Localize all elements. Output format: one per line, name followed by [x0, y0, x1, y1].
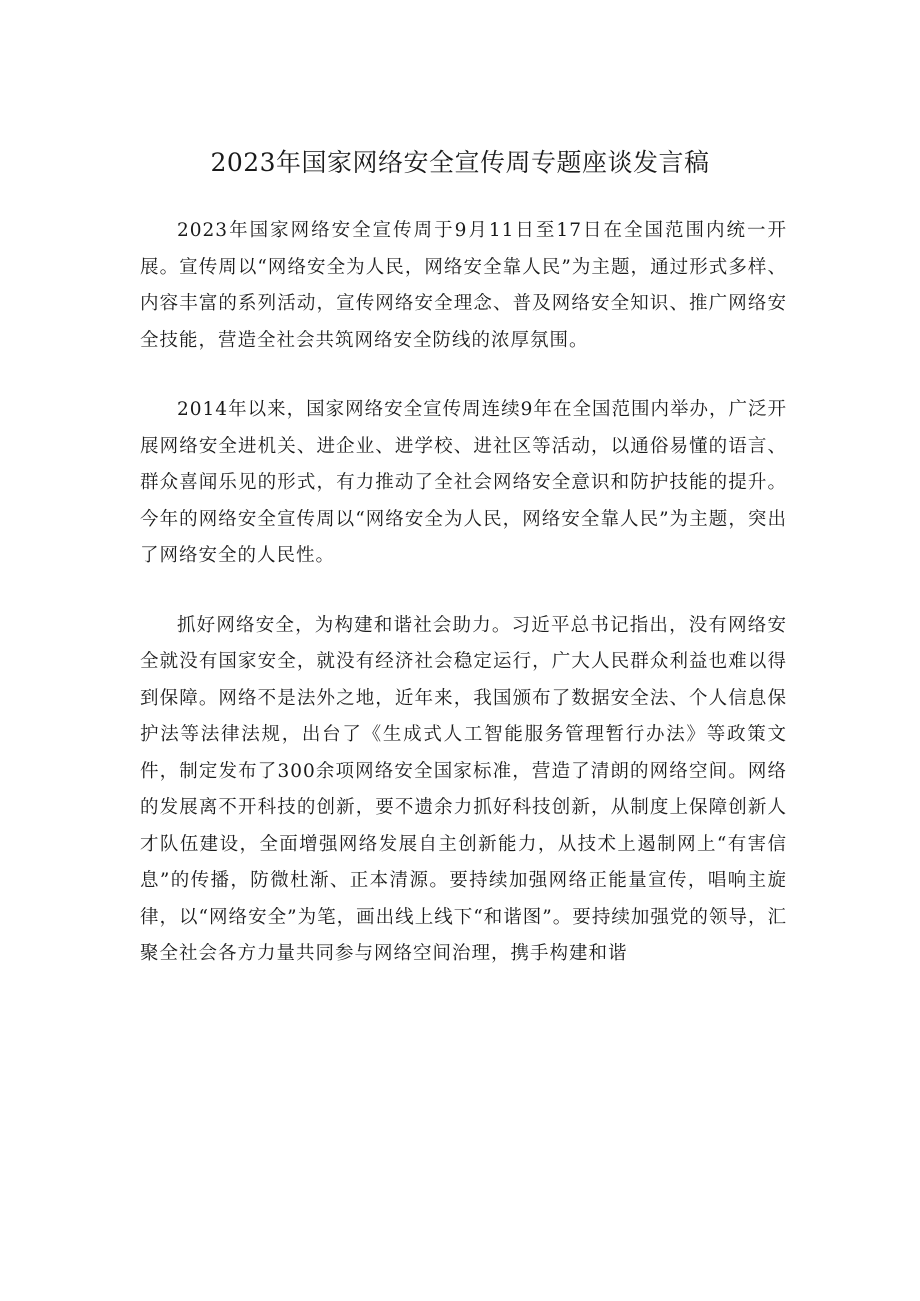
document-body	[140, 213, 787, 1006]
paragraph-1: 2023年国家网络安全宣传周于9月11日至17日在全国范围内统一开展。宣传周以“网络安全为人民，网络安全靠人民”为主题，通过形式多样、内容丰富的系列活动，宣传网络安全理念、普及网络安全知识、推广网络安全技能，营造全社会共筑网络安全防线的浓厚氛围。	[140, 220, 787, 351]
paragraph-3: 抓好网络安全，为构建和谐社会助力。习近平总书记指出，没有网络安全就没有国家安全，就没有经济社会稳定运行，广大人民群众利益也难以得到保障。网络不是法外之地，近年来，我国颁布了数据安全法、个人信息保护法等法律法规，出台了《生成式人工智能服务管理暂行办法》等政策文件，制定发布了300余项网络安全国家标准，营造了清朗的网络空间。网络的发展离不开科技的创新，要不遗余力抓好科技创新，从制度上保障创新人才队伍建设，全面增强网络发展自主创新能力，从技术上遏制网上“有害信息”的传播，防微杜渐、正本清源。要持续加强网络正能量宣传，唱响主旋律，以“网络安全”为笔，画出线上线下“和谐图”。要持续加强党的领导，汇聚全社会各方力量共同参与网络空间治理，携手构建和谐	[140, 614, 787, 964]
document-title: 2023年国家网络安全宣传周专题座谈发言稿	[210, 148, 710, 177]
paragraph-2: 2014年以来，国家网络安全宣传周连续9年在全国范围内举办，广泛开展网络安全进机关、进企业、进学校、进社区等活动，以通俗易懂的语言、群众喜闻乐见的形式，有力推动了全社会网络安全意识和防护技能的提升。今年的网络安全宣传周以“网络安全为人民，网络安全靠人民”为主题，突出了网络安全的人民性。	[140, 399, 787, 566]
